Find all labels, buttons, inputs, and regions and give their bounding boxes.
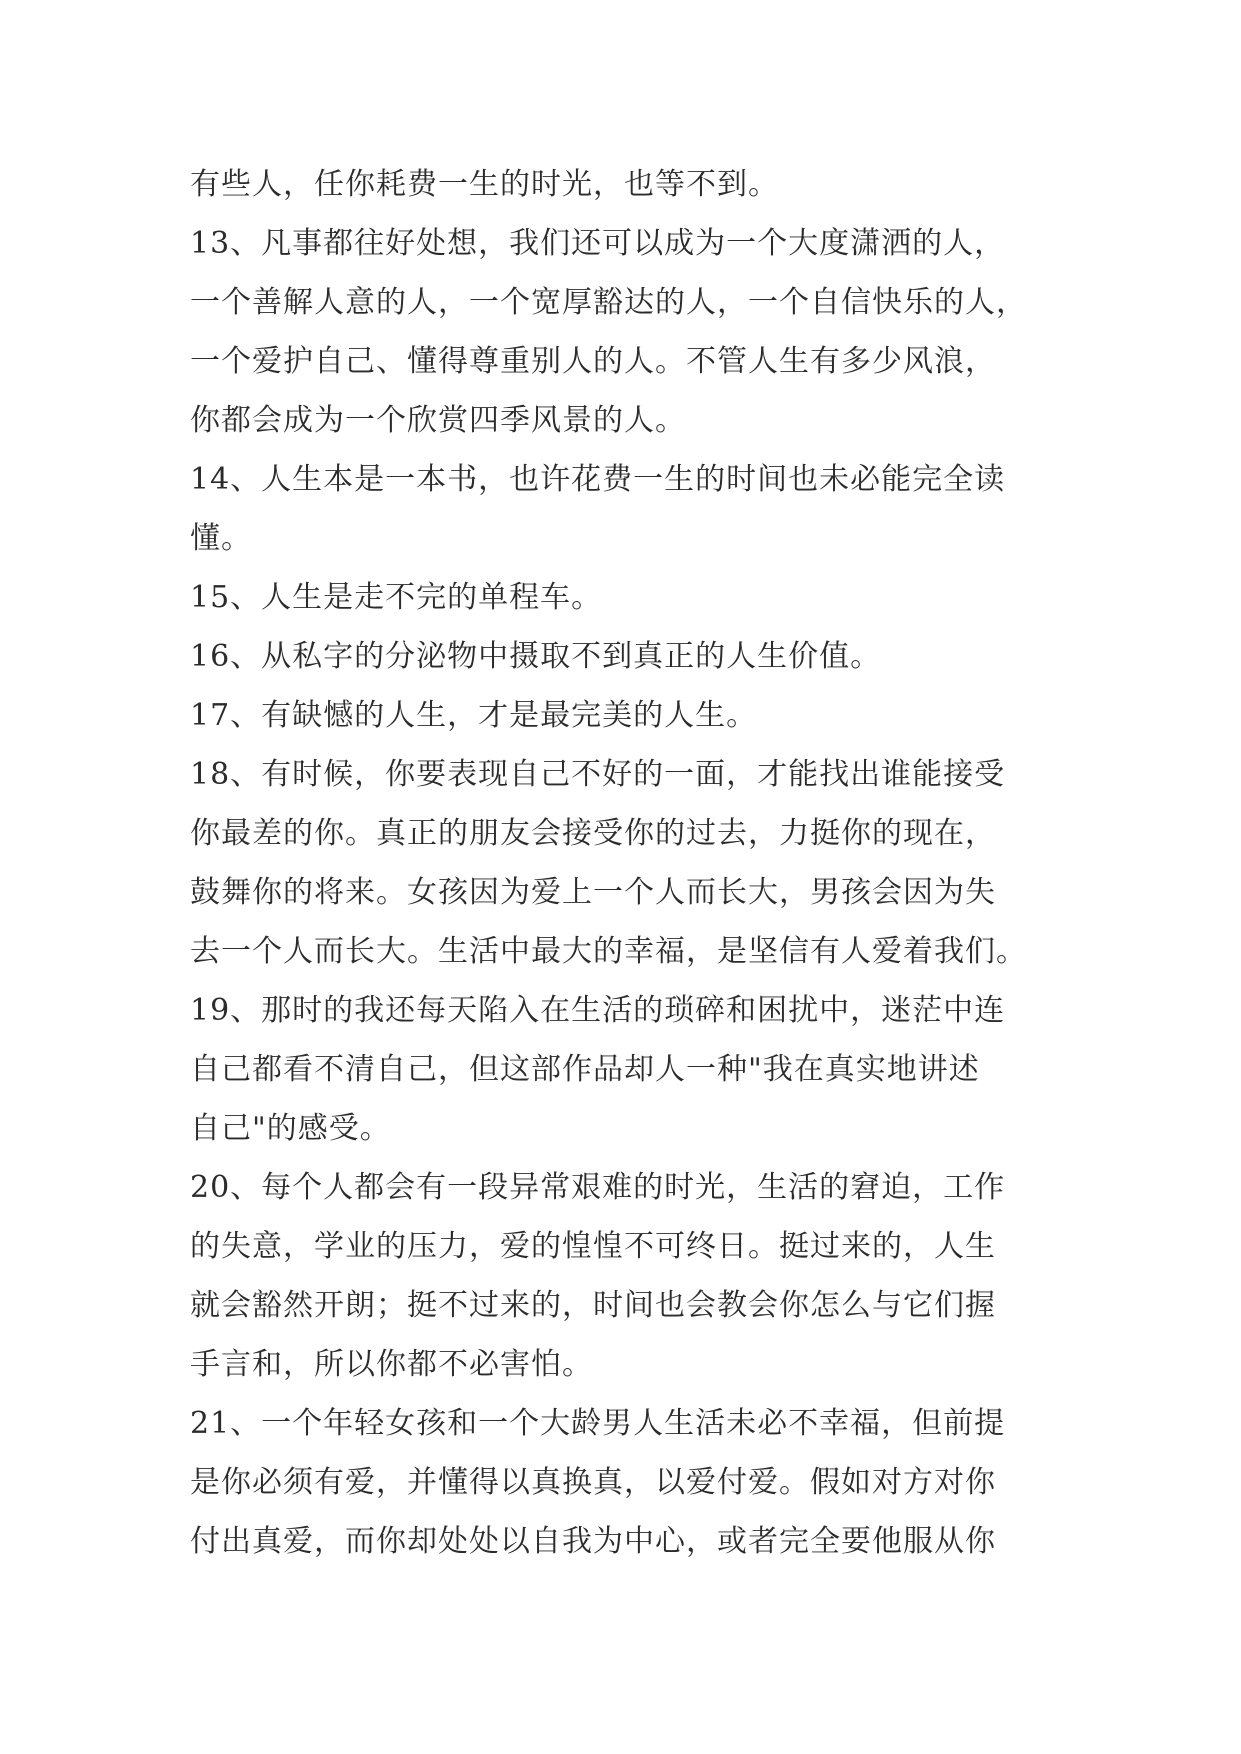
text-line: 自己"的感受。 [190,1111,391,1146]
text-line: 15、人生是走不完的单程车。 [190,580,603,615]
text-line: 的失意，学业的压力，爱的惶惶不可终日。挺过来的，人生 [190,1229,996,1264]
text-line: 一个善解人意的人，一个宽厚豁达的人，一个自信快乐的人， [190,285,1027,320]
text-line: 你都会成为一个欣赏四季风景的人。 [190,403,686,438]
text-line: 18、有时候，你要表现自己不好的一面，才能找出谁能接受 [190,757,1006,792]
text-line: 16、从私字的分泌物中摄取不到真正的人生价值。 [190,639,882,674]
text-line: 鼓舞你的将来。女孩因为爱上一个人而长大，男孩会因为失 [190,875,996,910]
text-line: 14、人生本是一本书，也许花费一生的时间也未必能完全读 [190,462,1006,497]
text-line: 付出真爱，而你却处处以自我为中心，或者完全要他服从你 [190,1524,996,1559]
document-body [190,155,1070,1571]
text-line: 19、那时的我还每天陷入在生活的琐碎和困扰中，迷茫中连 [190,993,1006,1028]
text-line: 20、每个人都会有一段异常艰难的时光，生活的窘迫，工作 [190,1170,1006,1205]
text-line: 就会豁然开朗；挺不过来的，时间也会教会你怎么与它们握 [190,1288,996,1323]
text-line: 是你必须有爱，并懂得以真换真，以爱付爱。假如对方对你 [190,1465,996,1500]
text-line: 一个爱护自己、懂得尊重别人的人。不管人生有多少风浪， [190,344,996,379]
text-line: 手言和，所以你都不必害怕。 [190,1347,593,1382]
text-line: 13、凡事都往好处想，我们还可以成为一个大度潇洒的人， [190,226,1006,261]
text-line: 17、有缺憾的人生，才是最完美的人生。 [190,698,758,733]
text-line: 懂。 [190,521,252,556]
text-line: 21、一个年轻女孩和一个大龄男人生活未必不幸福，但前提 [190,1406,1006,1441]
text-line: 有些人，任你耗费一生的时光，也等不到。 [190,167,779,202]
text-line: 去一个人而长大。生活中最大的幸福，是坚信有人爱着我们。 [190,934,1027,969]
text-line: 自己都看不清自己，但这部作品却人一种"我在真实地讲述 [190,1052,980,1087]
text-line: 你最差的你。真正的朋友会接受你的过去，力挺你的现在， [190,816,996,851]
